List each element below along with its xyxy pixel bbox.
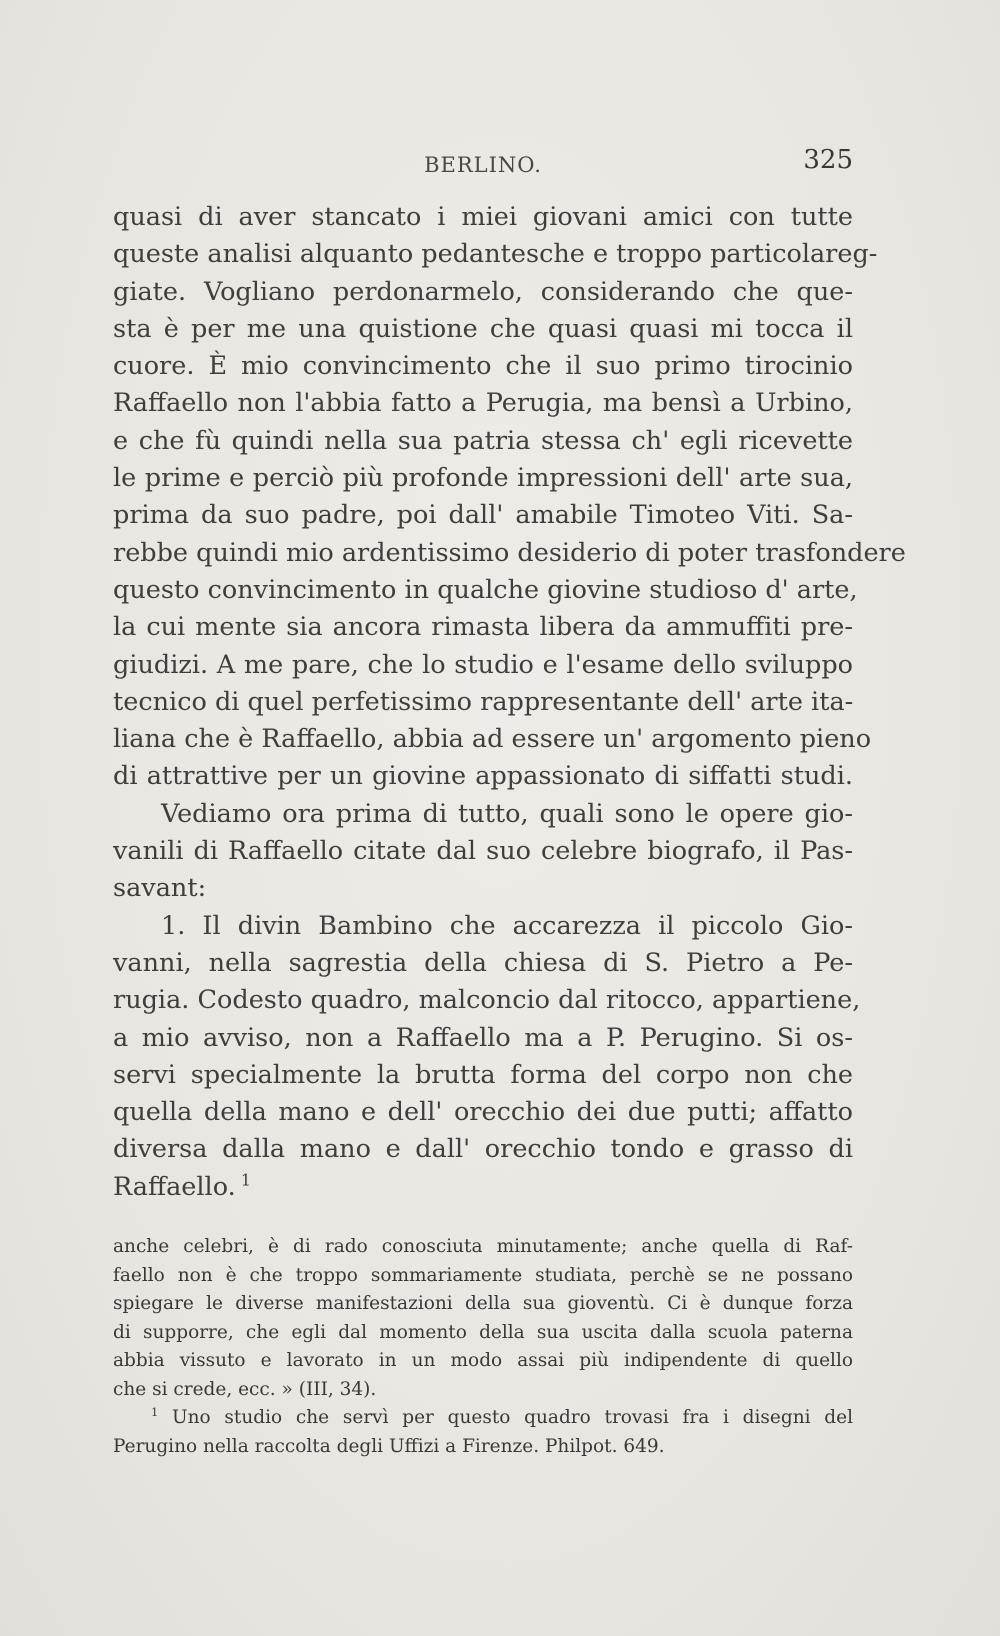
- text-line: servi specialmente la brutta forma del corpo non che: [113, 1059, 853, 1090]
- text-line: giudizi. A me pare, che lo studio e l'esame dello sviluppo: [113, 649, 853, 680]
- text-line: cuore. È mio convincimento che il suo primo tirocinio: [113, 351, 853, 382]
- text-line: di attrattive per un giovine appassionato di siffatti studi.: [113, 761, 853, 792]
- footnote-1-marker: 1: [151, 1405, 159, 1420]
- text-line: tecnico di quel perfetissimo rappresentante dell' arte ita-: [113, 686, 854, 717]
- text-line: e che fù quindi nella sua patria stessa ch' egli ricevette: [113, 425, 853, 456]
- footnote-line: Perugino nella raccolta degli Uffizi a Firenze. Philpot. 649.: [113, 1435, 665, 1457]
- text-line: liana che è Raffaello, abbia ad essere un' argomento pieno: [113, 724, 872, 755]
- text-line: rugia. Codesto quadro, malconcio dal ritocco, appartiene,: [113, 985, 861, 1016]
- text-line: vanili di Raffaello citate dal suo celebre biografo, il Pas-: [113, 836, 853, 867]
- text-line: 1. Il divin Bambino che accarezza il piccolo Gio-: [161, 910, 853, 941]
- text-line: savant:: [113, 873, 207, 904]
- text-line-content: Raffaello.: [113, 1171, 236, 1202]
- text-line: quasi di aver stancato i miei giovani amici con tutte: [113, 202, 853, 232]
- text-line: quella della mano e dell' orecchio dei due putti; affatto: [113, 1097, 853, 1128]
- text-line: Vediamo ora prima di tutto, quali sono le opere gio-: [161, 798, 853, 829]
- text-line: sta è per me una quistione che quasi quasi mi tocca il: [113, 313, 853, 344]
- footnote-line: abbia vissuto e lavorato in un modo assai più indipendente di quello: [113, 1350, 853, 1371]
- text-line: rebbe quindi mio ardentissimo desiderio di poter trasfondere: [113, 537, 906, 568]
- text-line: la cui mente sia ancora rimasta libera da ammuffiti pre-: [113, 612, 853, 643]
- text-line: queste analisi alquanto pedantesche e troppo particolareg-: [113, 239, 878, 270]
- text-line: questo convincimento in qualche giovine studioso d' arte,: [113, 574, 858, 605]
- text-line: le prime e perciò più profonde impressioni dell' arte sua,: [113, 463, 853, 494]
- footnote-line: faello non è che troppo sommariamente studiata, perchè se ne possano: [113, 1264, 853, 1286]
- footnote-line: di supporre, che egli dal momento della sua uscita dalla scuola paterna: [113, 1321, 853, 1343]
- footnote-line: che si crede, ecc. » (III, 34).: [113, 1378, 377, 1400]
- footnote-line: anche celebri, è di rado conosciuta minutamente; anche quella di Raf-: [113, 1236, 853, 1257]
- text-line: prima da suo padre, poi dall' amabile Timoteo Viti. Sa-: [113, 500, 853, 531]
- text-line-final: [113, 1169, 853, 1206]
- page-number: 325: [803, 145, 853, 175]
- text-line: vanni, nella sagrestia della chiesa di S. Pietro a Pe-: [113, 947, 853, 978]
- footnote-1-line: [113, 1404, 853, 1433]
- text-line: Raffaello non l'abbia fatto a Perugia, ma bensì a Urbino,: [113, 388, 853, 419]
- text-line: a mio avviso, non a Raffaello ma a P. Perugino. Si os-: [113, 1022, 853, 1053]
- footnote-marker: 1: [240, 1170, 251, 1190]
- running-head: [113, 145, 853, 185]
- footnotes: [113, 1233, 853, 1461]
- text-line: giate. Vogliano perdonarmelo, considerando che que-: [113, 276, 853, 307]
- running-head-title: BERLINO.: [424, 153, 542, 177]
- text-line: diversa dalla mano e dall' orecchio tondo e grasso di: [113, 1134, 853, 1165]
- footnote-1-text: Uno studio che servì per questo quadro trovasi fra i disegni del: [172, 1407, 853, 1428]
- footnote-line: spiegare le diverse manifestazioni della sua gioventù. Ci è dunque forza: [113, 1293, 853, 1314]
- main-text: [113, 199, 906, 1206]
